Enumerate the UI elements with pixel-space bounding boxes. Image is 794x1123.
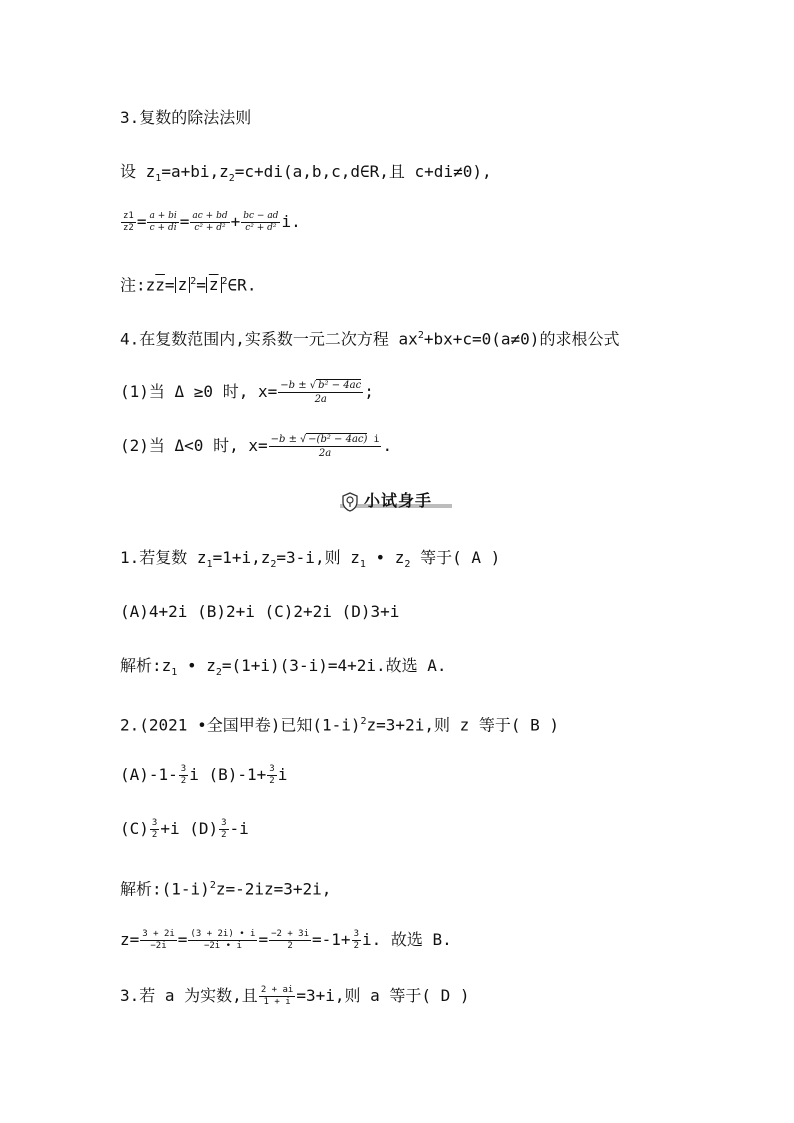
note-text: 注:z xyxy=(120,275,156,295)
cond-sub: 1 xyxy=(155,173,162,185)
equals: = xyxy=(179,212,190,231)
frac-num: ac + bd xyxy=(192,211,228,221)
fraction-imag-part xyxy=(241,211,280,234)
square: 2 xyxy=(221,276,228,287)
frac-num: 3 + 2i xyxy=(142,929,175,939)
q1-sol-text: 解析:z xyxy=(120,656,172,675)
frac-num: −b ± xyxy=(270,434,301,445)
q2-sol-text: =-1+ xyxy=(312,930,351,949)
q2-sol-text: z= xyxy=(120,930,140,949)
equals: = xyxy=(136,212,147,231)
q3-text: 3.若 a 为实数,且 xyxy=(120,986,258,1005)
plus: + xyxy=(230,212,241,231)
fraction-q3 xyxy=(259,985,296,1008)
equals: = xyxy=(164,275,175,295)
frac-den: c² + d² xyxy=(194,223,226,233)
section-4-title xyxy=(120,324,619,351)
question-1-solution xyxy=(120,654,447,685)
question-2-options-ab xyxy=(120,760,287,790)
fraction-three-halves xyxy=(352,929,361,952)
q2-opt-text: i (B)-1+ xyxy=(189,765,267,784)
frac-den: 2a xyxy=(318,448,332,459)
square: 2 xyxy=(190,276,197,287)
q2-sol-sup: 2 xyxy=(209,880,216,891)
frac-den: c² + d² xyxy=(245,223,277,233)
q1-sub: 2 xyxy=(404,559,411,571)
equals: = xyxy=(196,275,206,295)
frac-den: 2 xyxy=(151,830,158,840)
q2-text: z=3+2i,则 z 等于( B ) xyxy=(366,715,560,735)
question-1 xyxy=(120,546,500,577)
cond-sub: 2 xyxy=(228,173,235,185)
section-header xyxy=(340,490,455,514)
complex-root-fraction: $\frac{\text{−b ± √ −(b² − 4ac) i}}{2a}$ xyxy=(270,434,380,459)
frac-num: 3 xyxy=(221,818,227,828)
frac-den: z2 xyxy=(123,223,134,233)
q1-text: • z xyxy=(365,548,405,567)
frac-den: c + di xyxy=(149,223,177,233)
section-3-title: 3.复数的除法法则 xyxy=(120,108,252,127)
abs-z-conjugate: $\overline{z}$ xyxy=(208,275,219,295)
q2-text: 2.(2021 •全国甲卷)已知(1-i) xyxy=(120,715,361,735)
question-2-solution-1 xyxy=(120,874,331,901)
frac-num: 3 xyxy=(151,818,158,828)
sec4-text: 4.在复数范围内,实系数一元二次方程 ax xyxy=(120,329,418,349)
q1-sub: 1 xyxy=(206,559,213,571)
frac-den: 2 xyxy=(287,941,293,951)
question-2-solution-2 xyxy=(120,924,452,956)
case2-text: (2)当 Δ<0 时, x= xyxy=(120,436,268,455)
q1-sol-text: • z xyxy=(177,656,216,675)
fraction-z1-z2 xyxy=(121,211,136,234)
q2-opt-text: -i xyxy=(229,819,249,838)
section-title: 小试身手 xyxy=(364,491,433,510)
q1-text: 1.若复数 z xyxy=(120,548,207,567)
sqrt-content: b² − 4ac xyxy=(318,380,362,391)
q3-text: =3+i,则 a 等于( D ) xyxy=(296,986,470,1005)
cond-text: 设 z xyxy=(120,162,156,181)
sec4-sup: 2 xyxy=(417,330,424,341)
cond-text: =a+bi,z xyxy=(161,162,229,181)
q2-sol-text: i. 故选 B. xyxy=(361,930,452,949)
division-condition xyxy=(120,160,492,191)
frac-den: 2 xyxy=(221,830,227,840)
fraction-ab-cd xyxy=(147,211,178,234)
frac-num: bc − ad xyxy=(243,211,279,221)
q2-opt-text: (C) xyxy=(120,819,149,838)
q2-opt-text: (A)-1- xyxy=(120,765,178,784)
case1-text: (1)当 Δ ≥0 时, x= xyxy=(120,382,278,401)
frac-den: 2 xyxy=(180,776,187,786)
question-3 xyxy=(120,980,470,1012)
frac-num: z1 xyxy=(123,211,134,221)
fraction-step-2 xyxy=(188,929,257,952)
q1-sub: 1 xyxy=(359,559,366,571)
question-2 xyxy=(120,710,559,737)
q1-sub: 2 xyxy=(270,559,277,571)
frac-num: 2 + ai xyxy=(260,985,294,995)
q2-opt-text: i xyxy=(277,765,288,784)
frac-den: −2i xyxy=(150,941,167,951)
equals: = xyxy=(177,930,188,949)
frac-num: 3 xyxy=(353,929,359,939)
frac-num: 3 xyxy=(269,764,275,774)
frac-den: 2 xyxy=(353,941,359,951)
fraction-three-halves xyxy=(150,818,159,841)
case1-tail: ; xyxy=(364,382,374,401)
frac-den: 2a xyxy=(314,394,327,405)
frac-num: a + bi xyxy=(149,211,177,221)
conjugate-note xyxy=(120,270,256,297)
frac-num: 3 xyxy=(180,764,187,774)
q1-text: =1+i,z xyxy=(212,548,271,567)
frac-den: 2 xyxy=(269,776,275,786)
equals: = xyxy=(258,930,269,949)
q2-sup: 2 xyxy=(360,716,367,727)
formula-tail: i. xyxy=(281,212,301,231)
fraction-step-1 xyxy=(140,929,177,952)
fraction-three-halves xyxy=(267,764,276,787)
case-discriminant-negative xyxy=(120,428,392,464)
fraction-three-halves xyxy=(179,764,188,787)
root-formula-fraction: $\frac{\text{−b ± √ b² − 4ac}}{2a}$ xyxy=(280,380,362,405)
note-tail: ∈R. xyxy=(227,275,257,295)
frac-den: 1 + i xyxy=(263,997,291,1007)
frac-num-tail: i xyxy=(367,434,380,445)
frac-num: (3 + 2i) • i xyxy=(190,929,256,939)
frac-num: −b ± xyxy=(280,380,310,391)
question-2-options-cd xyxy=(120,814,249,844)
case2-tail: . xyxy=(382,436,393,455)
frac-num: −2 + 3i xyxy=(271,929,310,939)
sqrt-content: −(b² − 4ac) xyxy=(308,434,368,445)
question-1-options: (A)4+2i (B)2+i (C)2+2i (D)3+i xyxy=(120,602,400,621)
cond-text: =c+di(a,b,c,d∈R,且 c+di≠0), xyxy=(234,162,492,181)
division-formula xyxy=(120,206,301,238)
fraction-real-part xyxy=(190,211,229,234)
q1-sol-text: =(1+i)(3-i)=4+2i.故选 A. xyxy=(221,656,447,675)
shield-bulb-icon xyxy=(342,492,358,512)
q1-text: 等于( A ) xyxy=(410,548,501,567)
abs-z: z xyxy=(175,277,191,293)
q2-sol-text: 解析:(1-i) xyxy=(120,879,210,899)
z-conjugate: $\overline{z}$ xyxy=(155,275,165,295)
q1-text: =3-i,则 z xyxy=(276,548,360,567)
q2-sol-text: z=-2iz=3+2i, xyxy=(215,879,332,899)
fraction-three-halves xyxy=(219,818,228,841)
q2-opt-text: +i (D) xyxy=(160,819,219,838)
fraction-step-3 xyxy=(269,929,311,952)
q1-sol-sub: 1 xyxy=(171,667,178,679)
q1-sol-sub: 2 xyxy=(215,667,222,679)
case-discriminant-nonnegative xyxy=(120,374,374,410)
frac-den: −2i • i xyxy=(203,941,242,951)
sec4-text: +bx+c=0(a≠0)的求根公式 xyxy=(423,329,620,349)
